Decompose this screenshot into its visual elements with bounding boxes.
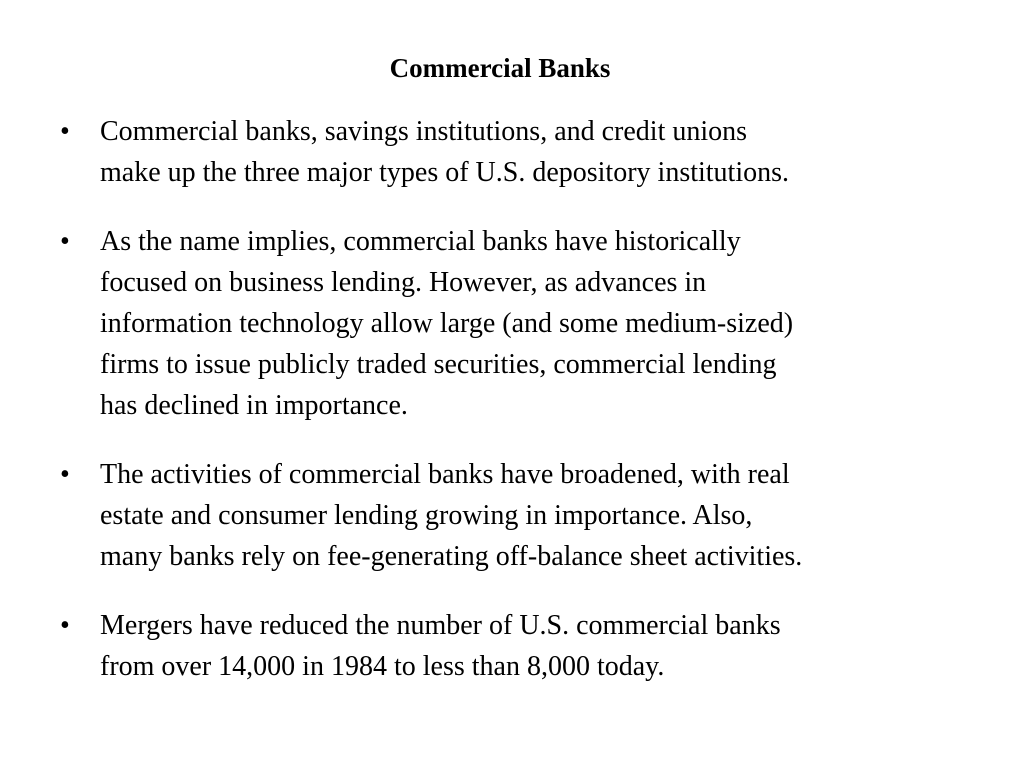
bullet-line: information technology allow large (and some medium-sized) [100,308,794,339]
bullet-icon: • [60,116,70,147]
bullet-line: Commercial banks, savings institutions, and credit unions [100,116,748,147]
bullet-item [60,111,980,193]
bullet-line: focused on business lending. However, as advances in [100,267,707,298]
bullet-line: estate and consumer lending growing in importance. Also, [100,500,753,531]
slide-title: Commercial Banks [389,53,611,83]
bullet-icon: • [60,226,70,257]
bullet-line: has declined in importance. [100,390,408,421]
bullet-line: firms to issue publicly traded securities, commercial lending [100,349,777,380]
bullet-text [100,221,980,426]
bullet-item [60,221,980,426]
bullet-line: many banks rely on fee-generating off-balance sheet activities. [100,541,803,572]
bullet-list [60,111,980,687]
bullet-line: The activities of commercial banks have broadened, with real [100,459,790,490]
bullet-line: make up the three major types of U.S. depository institutions. [100,157,790,188]
bullet-line: from over 14,000 in 1984 to less than 8,000 today. [100,651,665,682]
bullet-icon: • [60,459,70,490]
bullet-icon: • [60,610,70,641]
bullet-item [60,454,980,577]
bullet-text [100,111,980,193]
bullet-line: As the name implies, commercial banks have historically [100,226,741,257]
bullet-item [60,605,980,687]
bullet-text [100,605,980,687]
bullet-line: Mergers have reduced the number of U.S. commercial banks [100,610,781,641]
bullet-text [100,454,980,577]
